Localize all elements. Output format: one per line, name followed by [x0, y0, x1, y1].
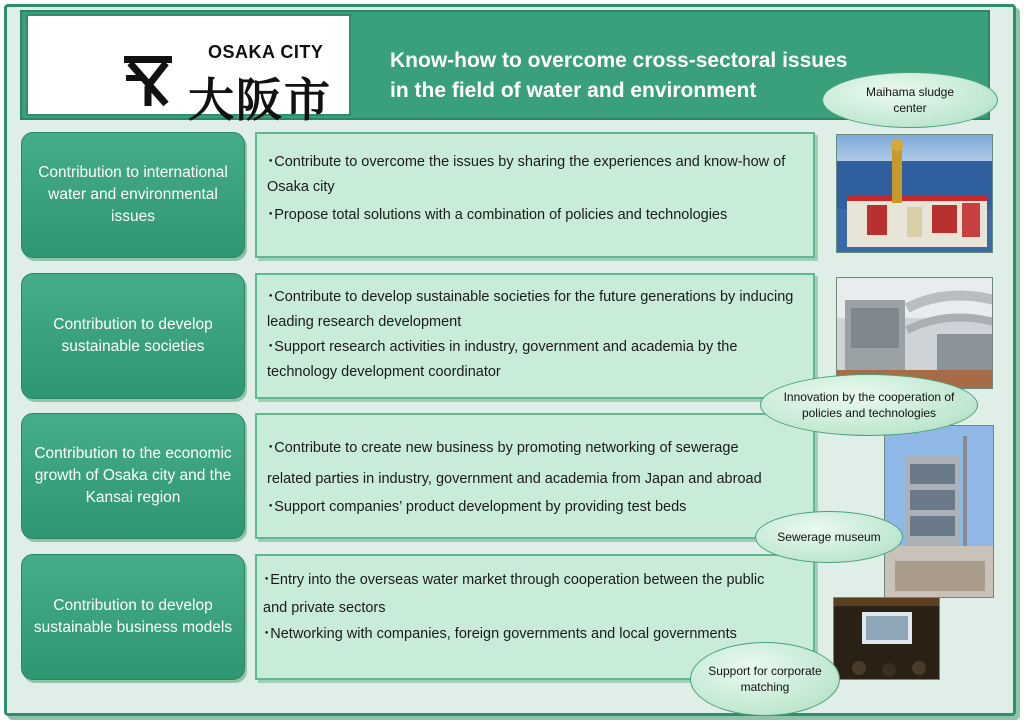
callout-maihama — [822, 72, 998, 128]
description-sustainable-societies — [255, 273, 815, 399]
category-label: Contribution to international water and environmental issues — [38, 164, 228, 225]
photo-corporate-matching — [833, 597, 940, 680]
photo-sewerage-museum — [884, 425, 994, 598]
description-line: ･Contribute to overcome the issues by sharing the experiences and know-how of Osaka city — [267, 154, 786, 195]
description-line: ･Entry into the overseas water market through cooperation between the public and private sectors — [263, 572, 765, 616]
logo-english-text: OSAKA CITY — [208, 42, 324, 62]
title-line-2: in the field of water and environment — [390, 79, 757, 102]
description-economic-growth — [255, 413, 815, 539]
category-label: Contribution to develop sustainable societies — [53, 316, 213, 355]
description-line: ･Support research activities in industry, government and academia by the technology development coordinator — [267, 339, 738, 380]
description-line: ･Contribute to create new business by promoting networking of sewerage related parties in industry, government and academia from Japan and abroad — [267, 440, 762, 487]
description-line: ･Support companies’ product development by providing test beds — [267, 499, 687, 515]
photo-maihama-sludge-center — [836, 134, 993, 253]
callout-sewerage-museum — [755, 511, 903, 563]
title-line-1: Know-how to overcome cross-sectoral issues — [390, 49, 848, 72]
callout-text: Innovation by the cooperation of policies and technologies — [783, 390, 955, 420]
logo — [26, 14, 351, 127]
description-international — [255, 132, 815, 258]
category-label: Contribution to the economic growth of Osaka city and the Kansai region — [34, 445, 232, 506]
callout-text: Support for corporate matching — [708, 664, 822, 694]
description-line: ･Networking with companies, foreign governments and local governments — [263, 626, 737, 642]
photo-innovation-facility — [836, 277, 993, 389]
callout-corporate-matching — [690, 642, 840, 716]
category-international — [21, 132, 245, 258]
category-economic-growth — [21, 413, 245, 539]
category-label: Contribution to develop sustainable business models — [33, 597, 233, 636]
description-line: ･Contribute to develop sustainable societies for the future generations by inducing leading research development — [267, 289, 794, 330]
category-business-models — [21, 554, 245, 680]
callout-text: Maihama sludge center — [865, 85, 955, 115]
logo-japanese-text: 大阪市 — [188, 73, 332, 127]
callout-innovation — [760, 374, 978, 436]
description-line: ･Propose total solutions with a combination of policies and technologies — [267, 207, 728, 223]
city-emblem-icon — [120, 52, 176, 108]
callout-text: Sewerage museum — [777, 530, 881, 544]
category-sustainable-societies — [21, 273, 245, 399]
